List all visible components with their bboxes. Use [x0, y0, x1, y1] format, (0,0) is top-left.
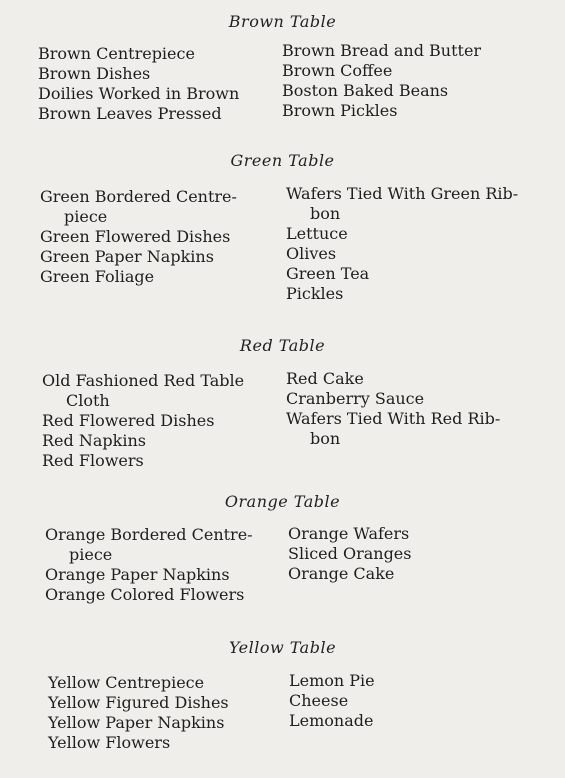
list-item: Wafers Tied With Red Rib- [286, 409, 501, 428]
list-item: Green Bordered Centre- [40, 187, 237, 206]
brown-decor-list [38, 44, 239, 124]
list-item: Orange Bordered Centre- [45, 525, 253, 544]
list-item: Lemon Pie [289, 671, 375, 690]
yellow-menu-list [289, 671, 375, 731]
list-item: Olives [286, 244, 337, 263]
brown-menu-list [282, 41, 481, 121]
list-item: Cloth [66, 391, 110, 410]
list-item: Red Napkins [42, 431, 146, 450]
list-item: Green Foliage [40, 267, 155, 286]
section-title-brown: Brown Table [228, 12, 337, 31]
list-item: Doilies Worked in Brown [38, 84, 240, 103]
list-item: bon [310, 429, 341, 448]
red-decor-list [42, 371, 244, 471]
list-item: Red Flowers [42, 451, 144, 470]
list-item: Sliced Oranges [288, 544, 412, 563]
list-item: Brown Coffee [282, 61, 393, 80]
section-title-green: Green Table [230, 151, 335, 170]
list-item: Brown Leaves Pressed [38, 104, 222, 123]
list-item: bon [310, 204, 341, 223]
list-item: Cheese [289, 691, 349, 710]
list-item: Yellow Centrepiece [48, 673, 205, 692]
list-item: Lettuce [286, 224, 348, 243]
list-item: Lemonade [289, 711, 374, 730]
list-item: piece [64, 207, 108, 226]
list-item: Brown Dishes [38, 64, 151, 83]
list-item: Cranberry Sauce [286, 389, 425, 408]
list-item: Red Flowered Dishes [42, 411, 215, 430]
list-item: Green Tea [286, 264, 370, 283]
list-item: Yellow Figured Dishes [48, 693, 229, 712]
list-item: Red Cake [286, 369, 364, 388]
list-item: Orange Cake [288, 564, 395, 583]
list-item: Green Flowered Dishes [40, 227, 231, 246]
list-item: Green Paper Napkins [40, 247, 214, 266]
orange-menu-list [288, 524, 411, 584]
list-item: Old Fashioned Red Table [42, 371, 245, 390]
list-item: Wafers Tied With Green Rib- [286, 184, 519, 203]
section-title-yellow: Yellow Table [228, 638, 337, 657]
green-menu-list [286, 184, 518, 304]
list-item: Brown Bread and Butter [282, 41, 482, 60]
list-item: Orange Colored Flowers [45, 585, 245, 604]
list-item: Yellow Paper Napkins [48, 713, 225, 732]
list-item: Boston Baked Beans [282, 81, 449, 100]
yellow-decor-list [48, 673, 229, 753]
list-item: Pickles [286, 284, 344, 303]
red-menu-list [286, 369, 500, 449]
section-title-red: Red Table [239, 336, 326, 355]
green-decor-list [40, 187, 237, 287]
list-item: Brown Pickles [282, 101, 398, 120]
list-item: Orange Wafers [288, 524, 410, 543]
list-item: Yellow Flowers [48, 733, 171, 752]
list-item: Orange Paper Napkins [45, 565, 230, 584]
section-title-orange: Orange Table [224, 492, 341, 511]
orange-decor-list [45, 525, 253, 605]
list-item: piece [69, 545, 113, 564]
list-item: Brown Centrepiece [38, 44, 195, 63]
